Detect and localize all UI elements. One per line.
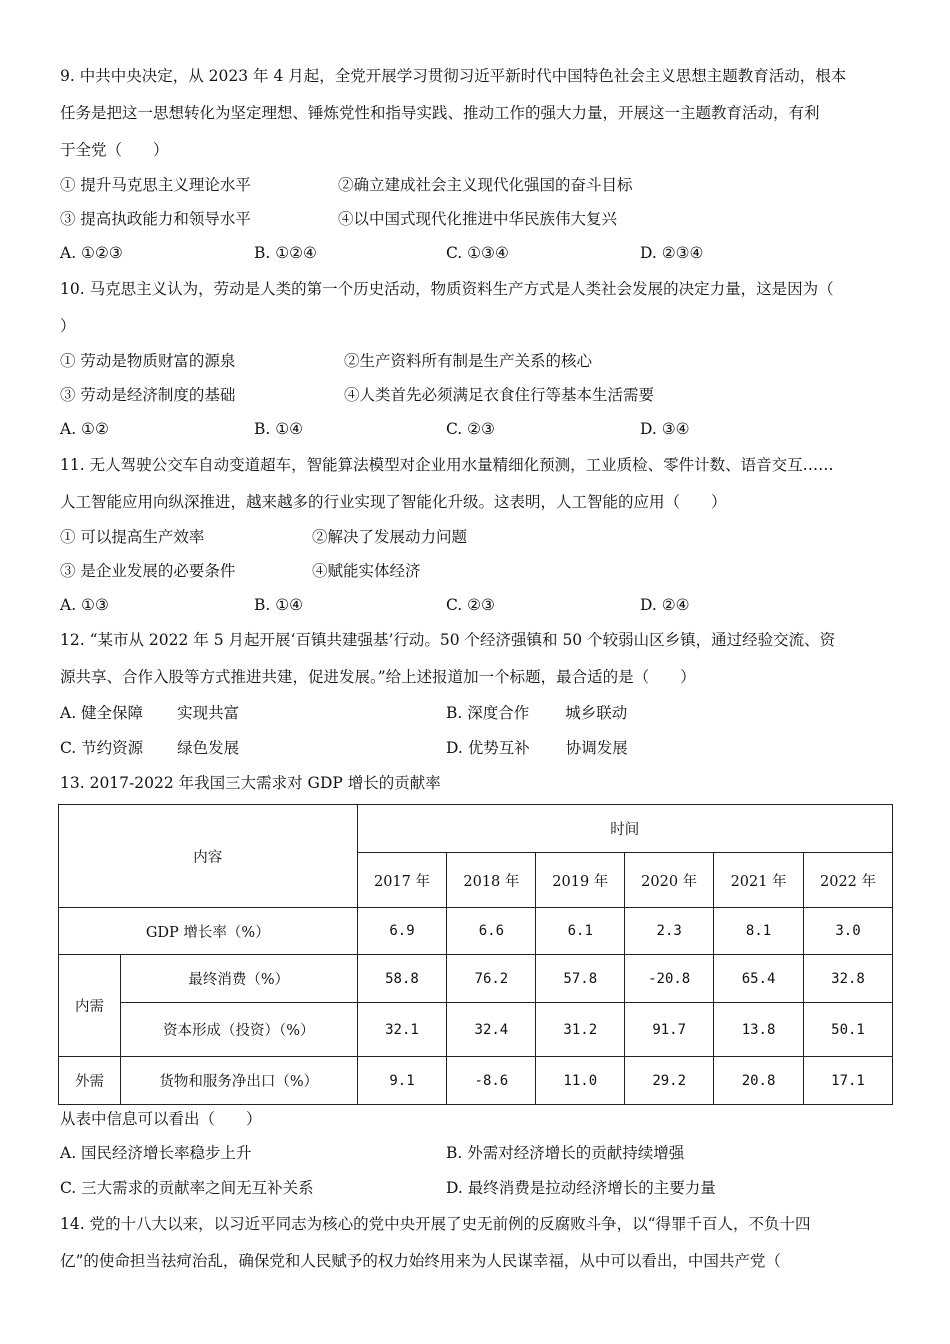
table-cell: 32.8 — [804, 955, 893, 1003]
q9-choice-a[interactable]: A. ①②③ — [60, 244, 123, 262]
q11-stem-line-2: 人工智能应用向纵深推进，越来越多的行业实现了智能化升级。这表明，人工智能的应用（ ） — [60, 493, 727, 511]
q12-choice-d-label: D. 优势互补 — [446, 739, 530, 757]
q11-item-3: ③ 是企业发展的必要条件 — [60, 562, 236, 580]
row-label-export: 货物和服务净出口（%） — [120, 1057, 357, 1105]
table-cell: 31.2 — [536, 1003, 625, 1057]
q10-choice-b[interactable]: B. ①④ — [254, 420, 304, 438]
q9-stem-line-1: 9. 中共中央决定，从 2023 年 4 月起，全党开展学习贯彻习近平新时代中国特色社会主义思想主题教育活动，根本 — [60, 67, 847, 85]
header-year: 2022 年 — [804, 853, 893, 908]
q13-choice-b[interactable]: B. 外需对经济增长的贡献持续增强 — [446, 1144, 685, 1162]
table-row-export — [59, 1057, 893, 1105]
table-cell: 13.8 — [714, 1003, 804, 1057]
q12-choice-b-value: 城乡联动 — [565, 704, 628, 722]
table-cell: 65.4 — [714, 955, 804, 1003]
q12-choice-d[interactable] — [446, 738, 628, 758]
q12-choice-c[interactable] — [60, 738, 239, 758]
table-cell: 91.7 — [625, 1003, 714, 1057]
header-year: 2020 年 — [625, 853, 714, 908]
table-cell: 9.1 — [357, 1057, 447, 1105]
table-cell: 50.1 — [804, 1003, 893, 1057]
q12-stem-line-2: 源共享、合作入股等方式推进共建，促进发展。”给上述报道加一个标题，最合适的是（ ） — [60, 668, 696, 686]
q12-choice-c-label: C. 节约资源 — [60, 739, 144, 757]
table-cell: 32.1 — [357, 1003, 447, 1057]
q9-item-3: ③ 提高执政能力和领导水平 — [60, 210, 251, 228]
q13-question: 从表中信息可以看出（ ） — [60, 1110, 262, 1128]
q10-item-1: ① 劳动是物质财富的源泉 — [60, 352, 236, 370]
q9-choice-b[interactable]: B. ①②④ — [254, 244, 317, 262]
q9-stem-line-3: 于全党（ ） — [60, 141, 169, 159]
q9-choice-d[interactable]: D. ②③④ — [640, 244, 704, 262]
q11-choice-d[interactable]: D. ②④ — [640, 596, 690, 614]
table-cell: 17.1 — [804, 1057, 893, 1105]
header-year: 2017 年 — [357, 853, 447, 908]
table-cell: -8.6 — [447, 1057, 536, 1105]
q12-choice-b[interactable] — [446, 703, 627, 723]
q11-choice-c[interactable]: C. ②③ — [446, 596, 495, 614]
row-label-consumption: 最终消费（%） — [120, 955, 357, 1003]
table-cell: 6.6 — [447, 908, 536, 955]
table-row-consumption — [59, 955, 893, 1003]
q14-stem-line-1: 14. 党的十八大以来，以习近平同志为核心的党中央开展了史无前例的反腐败斗争，以“得罪千百人，不负十四 — [60, 1215, 811, 1233]
table-cell: 8.1 — [714, 908, 804, 955]
q9-stem-line-2: 任务是把这一思想转化为坚定理想、锤炼党性和指导实践、推动工作的强大力量，开展这一主题教育活动，有利 — [60, 104, 820, 122]
table-cell: -20.8 — [625, 955, 714, 1003]
q9-item-4: ④以中国式现代化推进中华民族伟大复兴 — [338, 210, 618, 228]
q11-item-2: ②解决了发展动力问题 — [312, 528, 468, 546]
table-cell: 57.8 — [536, 955, 625, 1003]
table-cell: 76.2 — [447, 955, 536, 1003]
q12-choice-a[interactable] — [60, 703, 239, 723]
table-cell: 2.3 — [625, 908, 714, 955]
q12-choice-a-value: 实现共富 — [177, 704, 240, 722]
q10-stem-line-2: ） — [60, 317, 76, 335]
table-cell: 58.8 — [357, 955, 447, 1003]
q11-item-1: ① 可以提高生产效率 — [60, 528, 205, 546]
q10-item-4: ④人类首先必须满足衣食住行等基本生活需要 — [344, 386, 655, 404]
header-year: 2019 年 — [536, 853, 625, 908]
q13-choice-c[interactable]: C. 三大需求的贡献率之间无互补关系 — [60, 1179, 314, 1197]
q12-stem-line-1: 12. “某市从 2022 年 5 月起开展‘百镇共建强基’行动。50 个经济强镇和 50 个较弱山区乡镇，通过经验交流、资 — [60, 631, 836, 649]
q10-choice-d[interactable]: D. ③④ — [640, 420, 690, 438]
q10-item-3: ③ 劳动是经济制度的基础 — [60, 386, 236, 404]
q10-choice-c[interactable]: C. ②③ — [446, 420, 495, 438]
q9-item-2: ②确立建成社会主义现代化强国的奋斗目标 — [338, 176, 633, 194]
q12-choice-b-label: B. 深度合作 — [446, 704, 530, 722]
q13-choice-a[interactable]: A. 国民经济增长率稳步上升 — [60, 1144, 252, 1162]
table-row-capital — [59, 1003, 893, 1057]
table-cell: 29.2 — [625, 1057, 714, 1105]
q9-item-1: ① 提升马克思主义理论水平 — [60, 176, 251, 194]
table-cell: 3.0 — [804, 908, 893, 955]
header-content: 内容 — [59, 805, 358, 908]
table-cell: 20.8 — [714, 1057, 804, 1105]
q12-choice-a-label: A. 健全保障 — [60, 704, 144, 722]
row-label-capital: 资本形成（投资）（%） — [120, 1003, 357, 1057]
header-year: 2018 年 — [447, 853, 536, 908]
header-year: 2021 年 — [714, 853, 804, 908]
q11-choice-a[interactable]: A. ①③ — [60, 596, 109, 614]
table-cell: 6.9 — [357, 908, 447, 955]
q10-choice-a[interactable]: A. ①② — [60, 420, 109, 438]
header-time: 时间 — [357, 805, 892, 853]
q11-stem-line-1: 11. 无人驾驶公交车自动变道超车，智能算法模型对企业用水量精细化预测，工业质检、零件计数、语音交互…… — [60, 456, 834, 474]
q13-title: 13. 2017-2022 年我国三大需求对 GDP 增长的贡献率 — [60, 774, 441, 792]
q12-choice-c-value: 绿色发展 — [177, 739, 240, 757]
table-cell: 11.0 — [536, 1057, 625, 1105]
q11-item-4: ④赋能实体经济 — [312, 562, 421, 580]
q12-choice-d-value: 协调发展 — [565, 739, 628, 757]
table-cell: 6.1 — [536, 908, 625, 955]
q9-choice-c[interactable]: C. ①③④ — [446, 244, 509, 262]
gdp-contribution-table — [58, 804, 893, 1105]
q11-choice-b[interactable]: B. ①④ — [254, 596, 304, 614]
q10-item-2: ②生产资料所有制是生产关系的核心 — [344, 352, 593, 370]
table-row-gdp — [59, 908, 893, 955]
row-group-external: 外需 — [59, 1057, 121, 1105]
q10-stem-line-1: 10. 马克思主义认为，劳动是人类的第一个历史活动，物质资料生产方式是人类社会发展的决定力量，这是因为（ — [60, 280, 834, 298]
q14-stem-line-2: 亿”的使命担当祛疴治乱，确保党和人民赋予的权力始终用来为人民谋幸福，从中可以看出，中国共产党（ — [60, 1252, 781, 1270]
row-label-gdp: GDP 增长率（%） — [59, 908, 358, 955]
q13-choice-d[interactable]: D. 最终消费是拉动经济增长的主要力量 — [446, 1179, 716, 1197]
table-cell: 32.4 — [447, 1003, 536, 1057]
row-group-domestic: 内需 — [59, 955, 121, 1057]
